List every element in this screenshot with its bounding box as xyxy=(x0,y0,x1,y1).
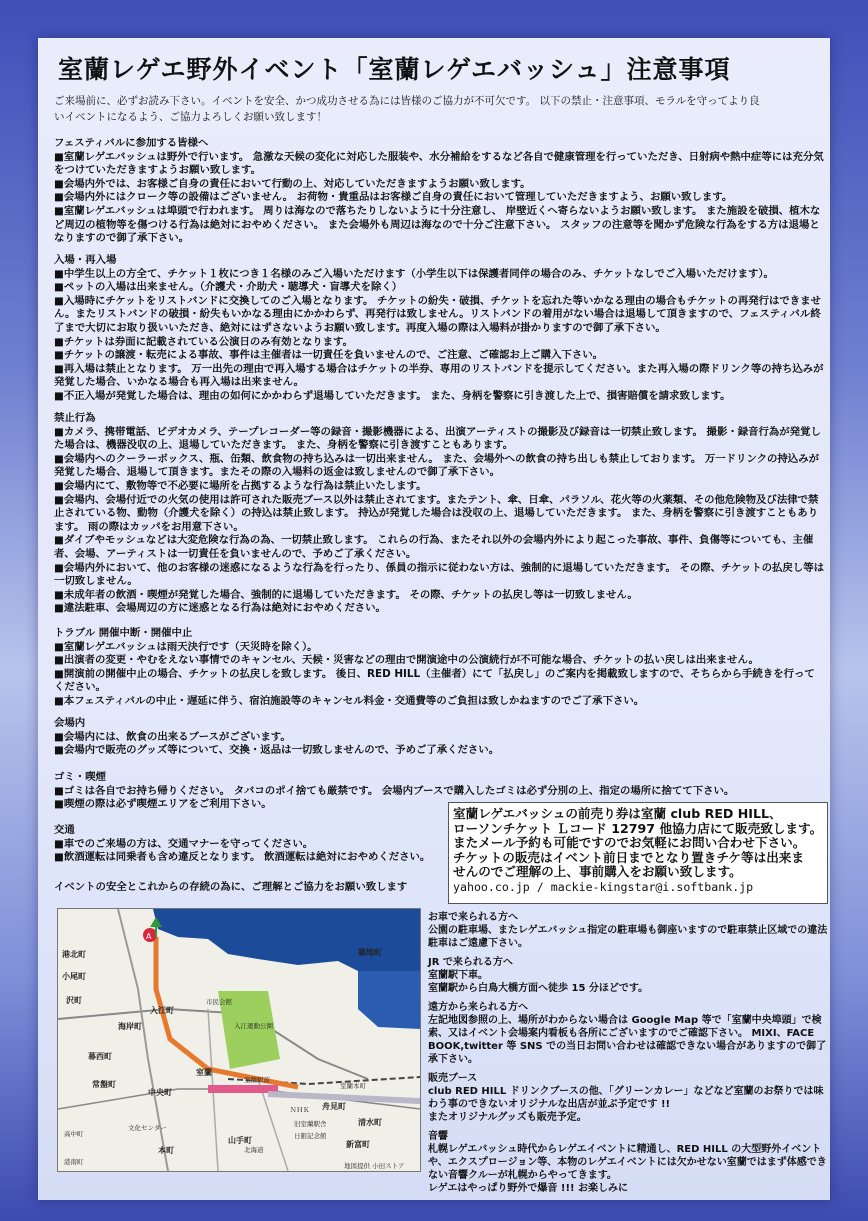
notice-item: ■ 会場内には、飲食の出来るブースがございます。 xyxy=(54,731,824,745)
svg-text:A: A xyxy=(146,932,152,941)
map-label: 中央町 xyxy=(148,1088,172,1097)
map-label: 室蘭本町 xyxy=(340,1082,366,1090)
map-label: 常盤町 xyxy=(92,1080,116,1089)
notice-item: ■ 室蘭レゲエバッシュは埠頭で行われます。 周りは海なので落ちたりしないように十分注意し、 岸壁近くへ寄らないようお願い致します。 また施設を破損、植木など周辺の植物等を傷つける行為は絶対におやめください。 また会場外も周辺は海なので十分ご注意下さい。 スタッフの注意等を聞かず危険な行為をする方は退場となりますので御了承下さい。 xyxy=(54,205,824,246)
map-label: 新富町 xyxy=(346,1140,370,1149)
map-label: 幕西町 xyxy=(88,1052,112,1061)
map-label: 北海道 xyxy=(244,1146,264,1154)
notice-item: ■ 会場内外にはクローク等の設備はございません。 お荷物・貴重品はお客様ご自身の責任において管理していただきますよう、お願い致します。 xyxy=(54,191,824,205)
intro-line: ご来場前に、必ずお読み下さい。イベントを安全、かつ成功させる為には皆様のご協力が不可欠です。 以下の禁止・注意事項、モラルを守ってより良 xyxy=(54,95,760,107)
access-text: 公園の駐車場、またレゲエバッシュ指定の駐車場も御座いますので駐車禁止区域での違法駐車はご遠慮下さい。 xyxy=(428,925,828,949)
presale-line: 室蘭レゲエバッシュの前売り券は室蘭 club RED HILL、 xyxy=(453,806,782,821)
presale-box xyxy=(448,802,828,904)
closing-message: イベントの安全とこれからの存続の為に、ご理解とご協力をお願い致します xyxy=(54,881,408,893)
access-text: 室蘭駅下車。 xyxy=(428,970,488,981)
section-heading: 会場内 xyxy=(54,717,86,729)
map-label: 本町 xyxy=(158,1146,174,1155)
access-text: 室蘭駅から白鳥大橋方面へ徒歩 15 分ほどです。 xyxy=(428,983,649,994)
map-label: 入江町 xyxy=(150,1006,174,1015)
access-info xyxy=(428,911,828,1195)
access-text: レゲエはやっぱり野外で爆音 !!! お楽しみに xyxy=(428,1183,629,1194)
notice-item: ■ 室蘭レゲエバッシュは野外で行います。 急激な天候の変化に対応した服装や、水分補給をするなど各自で健康管理を行っていただき、日射病や熱中症等には充分気をつけていただきますようお願い致します。 xyxy=(54,151,824,178)
section-heading: 交通 xyxy=(54,824,75,836)
map-label: 清水町 xyxy=(358,1118,382,1127)
presale-line: チケットの販売はイベント前日までとなり置きチケ等は出来ま xyxy=(453,849,804,865)
notice-item: ■ 入場時にチケットをリストバンドに交換してのご入場となります。 チケットの紛失・破損、チケットを忘れた等いかなる理由の場合もチケットの再発行はできません。またリストバンドの破損・紛失もいかなる理由にかかわらず、再発行は致しません。リストバンドの着用がない場合は退場して頂きますので、フェスティバル終了まで大切にお取り扱いいただき、絶対にはずさないようお願い致します。再度入場の際は入場料が掛かりますので御了承下さい。 xyxy=(54,295,824,336)
map-label: 舟見町 xyxy=(322,1102,346,1111)
section-heading: 入場・再入場 xyxy=(54,254,117,266)
notice-item: ■ カメラ、携帯電話、ビデオカメラ、テープレコーダー等の録音・撮影機器による、出演アーティストの撮影及び録音は一切禁止致します。 撮影・録音行為が発覚した場合は、機器没収の上、退場していただきます。 また、身柄を警察に引き渡すこともあります。 xyxy=(54,426,824,453)
notice-item: ■ 違法駐車、会場周辺の方に迷惑となる行為は絶対におやめください。 xyxy=(54,602,824,616)
section-trouble xyxy=(54,627,824,709)
map-label: 海岸町 xyxy=(118,1022,142,1031)
notice-item: ■ 本フェスティバルの中止・遅延に伴う、宿泊施設等のキャンセル料金・交通費等のご負担は致しかねますのでご了承下さい。 xyxy=(54,695,824,709)
presale-line: またメール予約も可能ですのでお気軽にお問い合わせ下さい。 xyxy=(453,835,806,851)
notice-item: ■ 未成年者の飲酒・喫煙が発覚した場合、強制的に退場していただきます。 その際、チケットの払戻し等は一切致しません。 xyxy=(54,589,824,603)
notice-item: ■ 再入場は禁止となります。 万一出先の理由で再入場する場合はチケットの半券、専用のリストバンドを提示してください。また再入場の際ドリンク等の持ち込みが発覚した場合、いかなる場合も再入場は出来ません。 xyxy=(54,363,824,390)
access-heading: 遠方から来られる方へ xyxy=(428,1002,528,1013)
access-text: club RED HILL ドリンクブースの他、「グリーンカレー」などなど室蘭のお祭りでは味わう事のできないオリジナルな出店が並ぶ予定です !! xyxy=(428,1086,824,1110)
notice-item: ■ 会場内外では、お客様ご自身の責任において行動の上、対応していただきますようお願い致します。 xyxy=(54,178,824,192)
notice-item: ■ 室蘭レゲエバッシュは雨天決行です（天災時を除く）。 xyxy=(54,641,824,655)
notice-item: ■ 出演者の変更・やむをえない事情でのキャンセル、天候・災害などの理由で開演途中の公演続行が不可能な場合、チケットの払い戻しは出来ません。 xyxy=(54,654,824,668)
map-label: 室蘭駅前 xyxy=(244,1076,270,1084)
presale-line: ローソンチケット Ｌコード 12797 他協力店にて販売致します。 xyxy=(453,820,823,836)
notice-item: ■ ゴミは各自でお持ち帰りください。 タバコのポイ捨ても厳禁です。 会場内ブースで購入したゴミは必ず分別の上、指定の場所に捨てて下さい。 xyxy=(54,785,824,799)
notice-item: ■ 会場内にて、敷物等で不必要に場所を占拠するような行為は禁止いたします。 xyxy=(54,480,824,494)
section-venue xyxy=(54,717,824,758)
map-label: 日銀記念館 xyxy=(294,1132,327,1140)
section-heading: ゴミ・喫煙 xyxy=(54,771,106,783)
map-label: 小尾町 xyxy=(62,972,86,981)
map-credit: 地図提供 小田ストア xyxy=(344,1162,405,1170)
map-label: 港北町 xyxy=(62,950,86,959)
notice-item: ■ 会場内外において、他のお客様の迷惑になるような行為を行ったり、係員の指示に従わない方は、強制的に退場していただきます。 その際、チケットの払戻し等は一切致しません。 xyxy=(54,562,824,589)
notice-item: ■ 会場内、会場付近での火気の使用は許可された販売ブース以外は禁止されてます。またテント、傘、日傘、パラソル、花火等の火薬類、その他危険物及び法律で禁止されている物、動物（介護犬を除く）の持込は禁止致します。 持込が発覚した場合は没収の上、退場していただきます。 また、身柄を警察に引き渡すこともあります。 雨の際はカッパをお用意下さい。 xyxy=(54,494,824,535)
notice-item: ■ 飲酒運転は同乗者も含め違反となります。 飲酒運転は絶対におやめください。 xyxy=(54,851,434,865)
map-label: ＮＨＫ xyxy=(290,1106,310,1114)
notice-item: ■ 喫煙の際は必ず喫煙エリアをご利用下さい。 xyxy=(54,798,824,812)
map-label: 山手町 xyxy=(228,1136,252,1145)
access-text: またオリジナルグッズも販売予定。 xyxy=(428,1112,587,1123)
intro-text xyxy=(54,94,824,125)
map-label: 港南町 xyxy=(64,1158,84,1166)
section-traffic xyxy=(54,824,434,865)
access-heading: 販売ブース xyxy=(428,1073,478,1084)
map-label: 旧室蘭駅舎 xyxy=(294,1120,327,1128)
section-heading: 禁止行為 xyxy=(54,412,96,424)
notice-item: ■ 車でのご来場の方は、交通マナーを守ってください。 xyxy=(54,838,434,852)
access-heading: 音響 xyxy=(428,1131,448,1142)
section-heading: フェスティバルに参加する皆様へ xyxy=(54,137,209,149)
page-title: 室蘭レゲエ野外イベント「室蘭レゲエバッシュ」注意事項 xyxy=(58,55,731,84)
notice-item: ■ 会場内で販売のグッズ等について、交換・返品は一切致しませんので、予めご了承ください。 xyxy=(54,744,824,758)
notice-item: ■ チケットの譲渡・転売による事故、事件は主催者は一切責任を負いませんので、ご注意、ご確認お上ご購入下さい。 xyxy=(54,349,824,363)
section-entry xyxy=(54,254,824,404)
section-festival xyxy=(54,137,824,246)
notice-item: ■ 会場内へのクーラーボックス、瓶、缶類、飲食物の持ち込みは一切出来ません。 また、会場外への飲食の持ち出しも禁止しております。 万一ドリンクの持込みが発覚した場合、退場して頂きます。またその際の入場料の返金は致しませんので御了承下さい。 xyxy=(54,453,824,480)
notice-item: ■ ダイブやモッシュなどは大変危険な行為の為、一切禁止致します。 これらの行為、またそれ以外の会場内外により起こった事故、事件、負傷等についても、主催者、会場、アーティストは一切責任を負いませんので、予めご了承ください。 xyxy=(54,534,824,561)
map-label: 市民会館 xyxy=(206,998,232,1006)
map-label: 沢町 xyxy=(66,996,82,1005)
section-heading: トラブル 開催中断・開催中止 xyxy=(54,627,193,639)
access-heading: JR で来られる方へ xyxy=(428,957,513,968)
notice-item: ■ 開演前の開催中止の場合、チケットの払戻しを致します。 後日、RED HILL（主催者）にて「払戻し」のご案内を掲載致しますので、そちらから手続きを行ってください。 xyxy=(54,668,824,695)
access-text: 札幌レゲエバッシュ時代からレゲエイベントに精通し、RED HILL の大型野外イベントや、エクスプロージョン等、本物のレゲエイベントには欠かせない室蘭ではまず体感できない音響クルーが札幌からやってきます。 xyxy=(428,1144,827,1181)
presale-line: せんのでご理解の上、事前購入をお願い致します。 xyxy=(453,864,742,880)
notice-item: ■ ペットの入場は出来ません。（介護犬・介助犬・聴導犬・盲導犬を除く） xyxy=(54,281,824,295)
map-label: 文化センター xyxy=(128,1124,167,1132)
notice-item: ■ 中学生以上の方全て、チケット１枚につき１名様のみご入場いただけます（小学生以下は保護者同伴の場合のみ、チケットなしでご入場いただけます）。 xyxy=(54,268,824,282)
access-heading: お車で来られる方へ xyxy=(428,912,518,923)
map-label: 入江運動公園 xyxy=(234,1022,273,1030)
access-map[interactable] xyxy=(57,908,421,1172)
access-text: 左記地図参照の上、場所がわからない場合は Google Map 等で「室蘭中央埠頭」で検索、又はイベント会場案内看板も各所にございますのでご確認下さい。 MIXI、FACE BOOK,twitter 等 SNS での当日お問い合わせは確認できない場合がありますので御了承下さい。 xyxy=(428,1015,827,1065)
map-label: 高中町 xyxy=(64,1130,84,1138)
notice-item: ■ チケットは券面に記載されている公演日のみ有効となります。 xyxy=(54,336,824,350)
map-label: 室蘭 xyxy=(196,1068,212,1077)
notice-item: ■ 不正入場が発覚した場合は、理由の如何にかかわらず退場していただきます。 また、身柄を警察に引き渡した上で、損害賠償を請求致します。 xyxy=(54,390,824,404)
intro-line: いイベントになるよう、ご協力よろしくお願い致します！ xyxy=(54,110,327,123)
section-prohibited xyxy=(54,412,824,616)
contact-email[interactable]: yahoo.co.jp / mackie-kingstar@i.softbank.jp xyxy=(453,879,754,894)
map-label: 築地町 xyxy=(358,948,382,957)
